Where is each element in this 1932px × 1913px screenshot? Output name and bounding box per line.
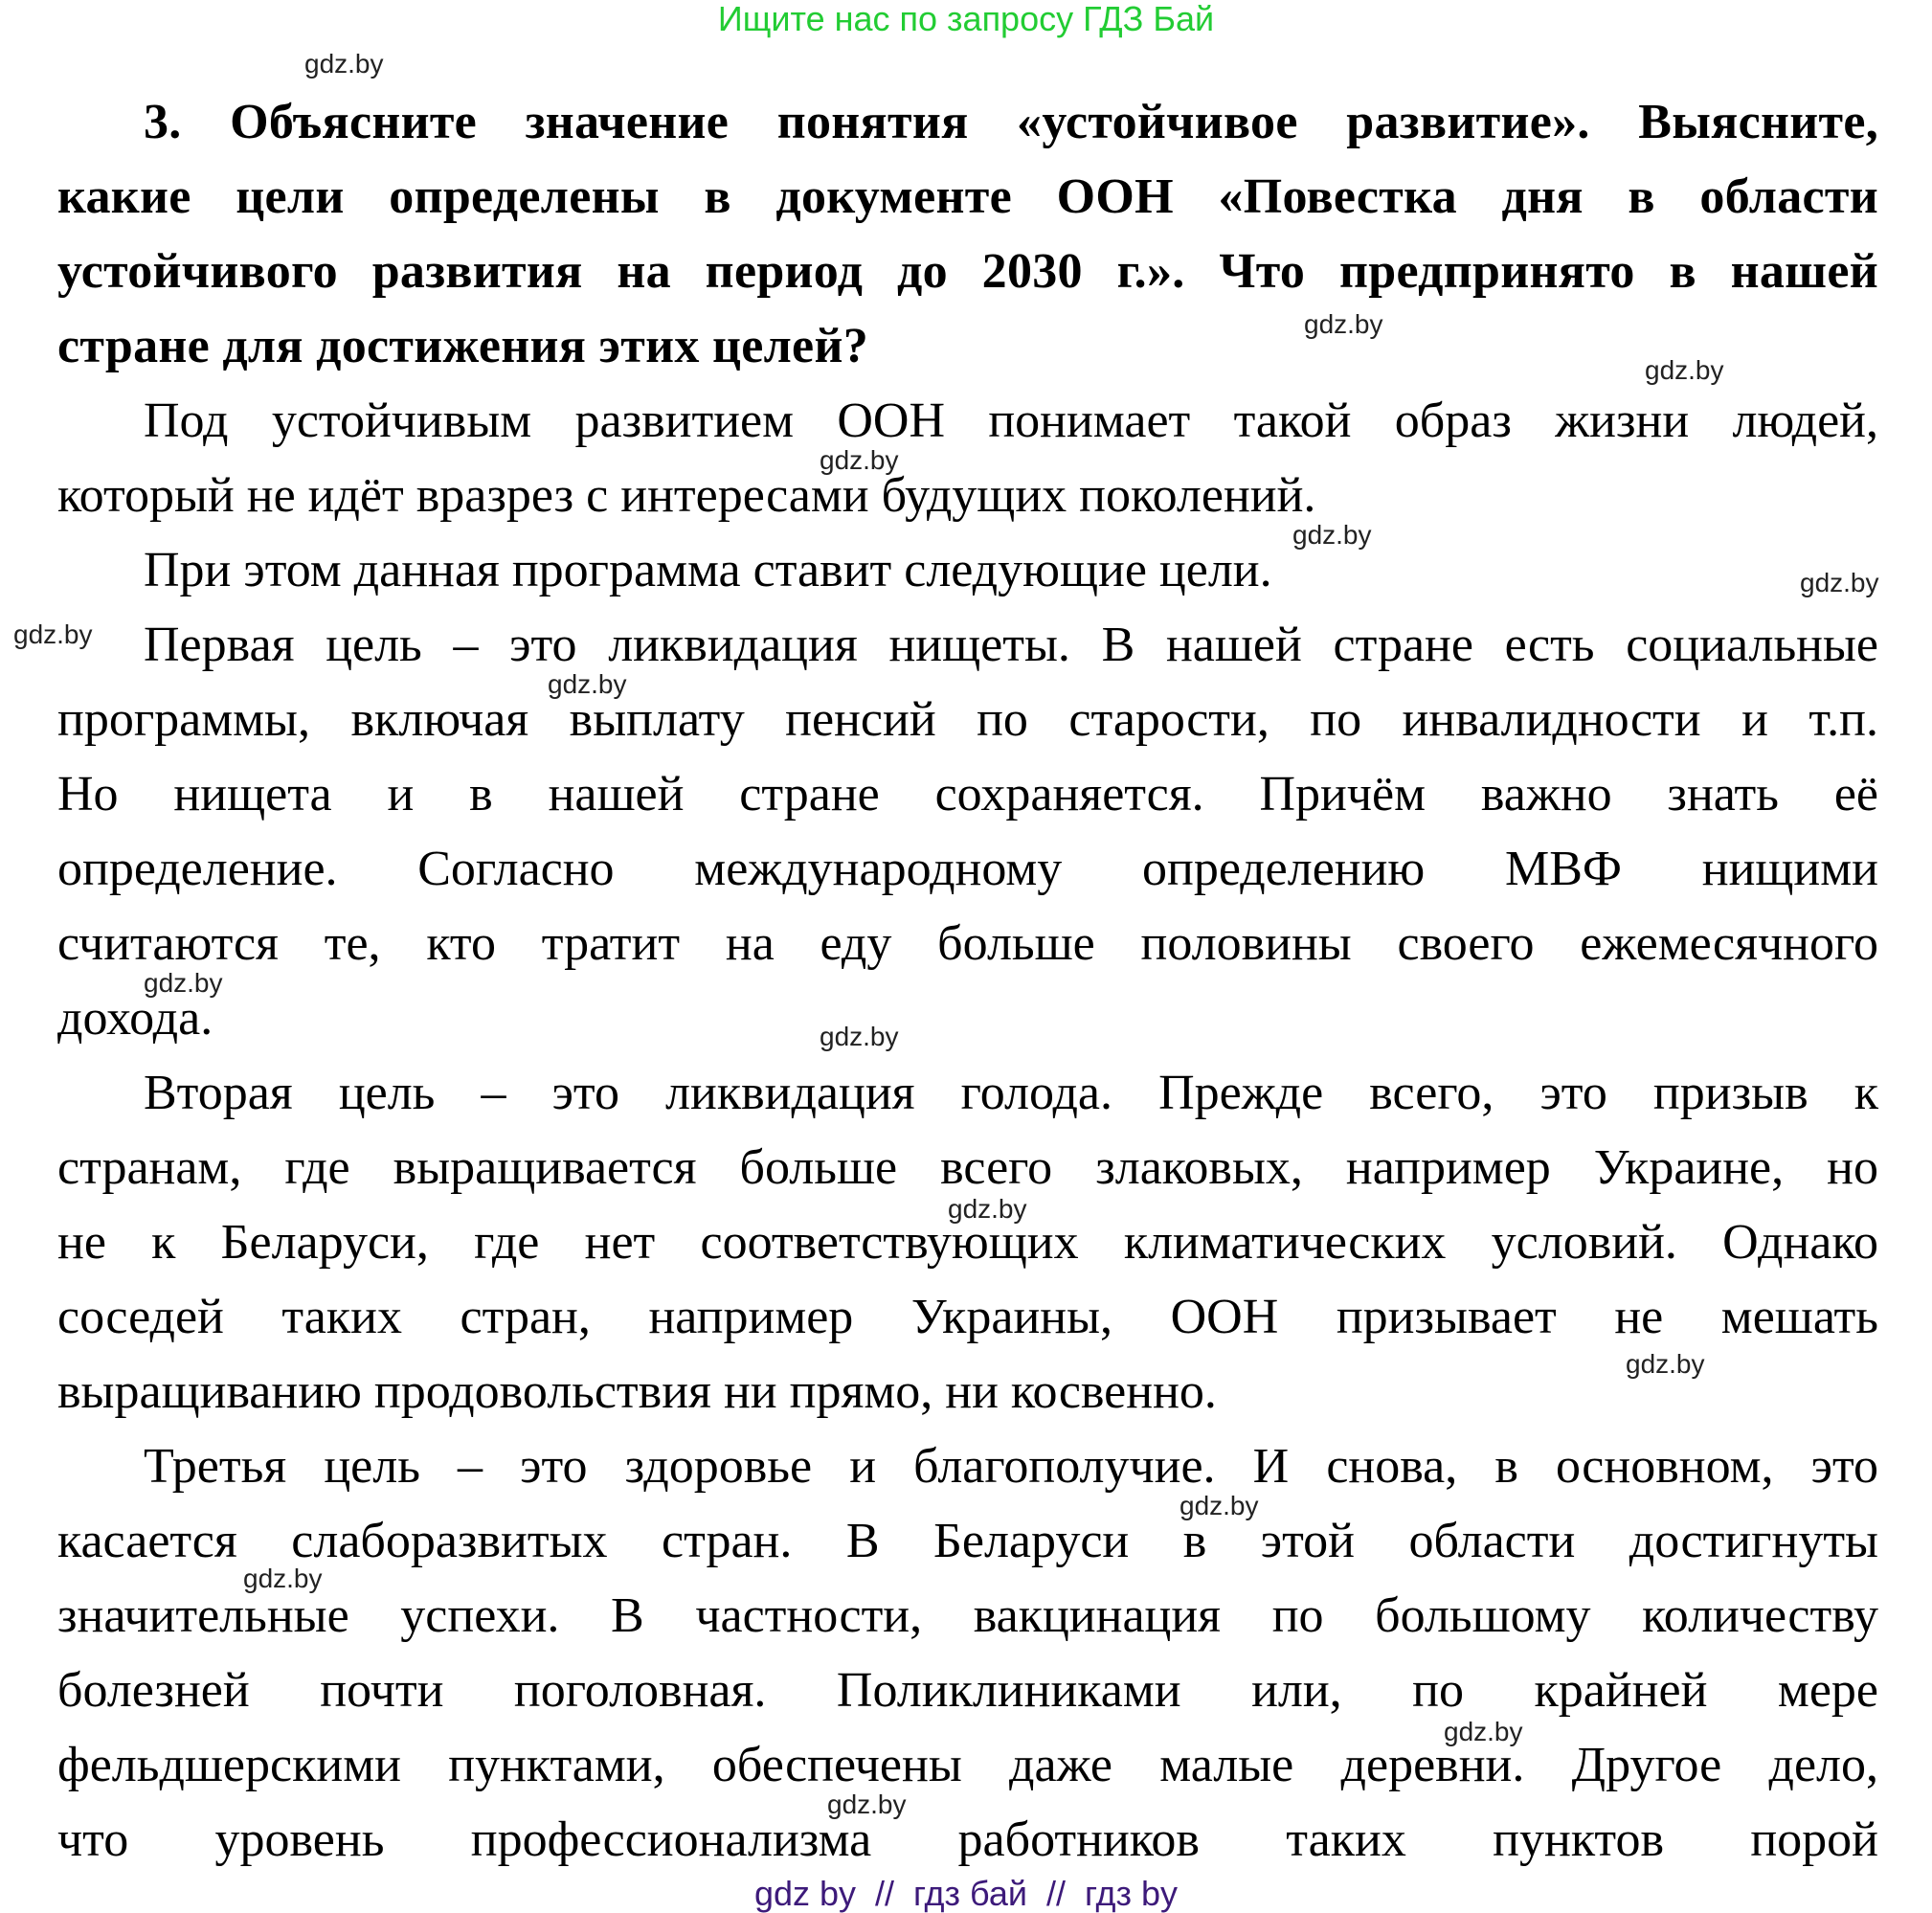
watermark: gdz.by	[1292, 520, 1372, 550]
answer-line: который не идёт вразрез с интересами будущих поколений.	[57, 468, 1316, 523]
watermark: gdz.by	[1800, 568, 1879, 597]
footer-banner: gdz by // гдз бай // гдз by	[753, 1874, 1179, 1913]
watermark: gdz.by	[820, 1022, 899, 1051]
answer-line: касается слаборазвитых стран. В Беларуси в этой области достигнуты	[57, 1514, 1878, 1568]
answer-line: фельдшерскими пунктами, обеспечены даже малые деревни. Другое дело,	[57, 1738, 1878, 1792]
answer-line: значительные успехи. В частности, вакцинация по большому количеству	[57, 1588, 1878, 1643]
answer-line: При этом данная программа ставит следующие цели.	[144, 543, 1272, 597]
answer-line: болезней почти поголовная. Поликлиниками или, по крайней мере	[57, 1663, 1878, 1718]
watermark: gdz.by	[1645, 355, 1724, 385]
answer-line: соседей таких стран, например Украины, ООН призывает не мешать	[57, 1290, 1878, 1344]
answer-line: что уровень профессионализма работников таких пунктов порой	[57, 1812, 1878, 1867]
answer-line: Вторая цель – это ликвидация голода. Прежде всего, это призыв к	[144, 1066, 1878, 1120]
answer-line: Но нищета и в нашей стране сохраняется. Причём важно знать её	[57, 767, 1878, 821]
answer-line: дохода.	[57, 991, 213, 1046]
question-line-2: какие цели определены в документе ООН «Повестка дня в области	[57, 169, 1878, 224]
question-line-3: устойчивого развития на период до 2030 г.». Что предпринято в нашей	[57, 244, 1878, 299]
search-hint-banner: Ищите нас по запросу ГДЗ Бай	[717, 0, 1215, 38]
watermark: gdz.by	[304, 49, 384, 79]
watermark: gdz.by	[144, 968, 223, 998]
answer-line: выращиванию продовольствия ни прямо, ни косвенно.	[57, 1364, 1217, 1419]
answer-line: Под устойчивым развитием ООН понимает такой образ жизни людей,	[144, 394, 1878, 448]
watermark: gdz.by	[243, 1564, 323, 1593]
watermark: gdz.by	[548, 669, 627, 699]
answer-line: не к Беларуси, где нет соответствующих климатических условий. Однако	[57, 1215, 1878, 1270]
watermark: gdz.by	[1179, 1491, 1259, 1520]
answer-line: программы, включая выплату пенсий по старости, по инвалидности и т.п.	[57, 692, 1878, 747]
question-line-1: 3. Объясните значение понятия «устойчивое развитие». Выясните,	[144, 95, 1878, 149]
question-line-4: стране для достижения этих целей?	[57, 319, 869, 373]
answer-line: Первая цель – это ликвидация нищеты. В нашей стране есть социальные	[144, 618, 1878, 672]
watermark: gdz.by	[948, 1194, 1027, 1224]
watermark: gdz.by	[1626, 1349, 1705, 1379]
answer-line: определение. Согласно международному определению МВФ нищими	[57, 842, 1878, 896]
watermark: gdz.by	[13, 619, 93, 649]
watermark: gdz.by	[1304, 309, 1383, 339]
answer-line: Третья цель – это здоровье и благополучие. И снова, в основном, это	[144, 1439, 1878, 1494]
answer-line: считаются те, кто тратит на еду больше половины своего ежемесячного	[57, 916, 1878, 971]
watermark: gdz.by	[820, 445, 899, 475]
watermark: gdz.by	[1444, 1717, 1523, 1746]
answer-line: странам, где выращивается больше всего злаковых, например Украине, но	[57, 1140, 1878, 1195]
watermark: gdz.by	[827, 1789, 907, 1819]
